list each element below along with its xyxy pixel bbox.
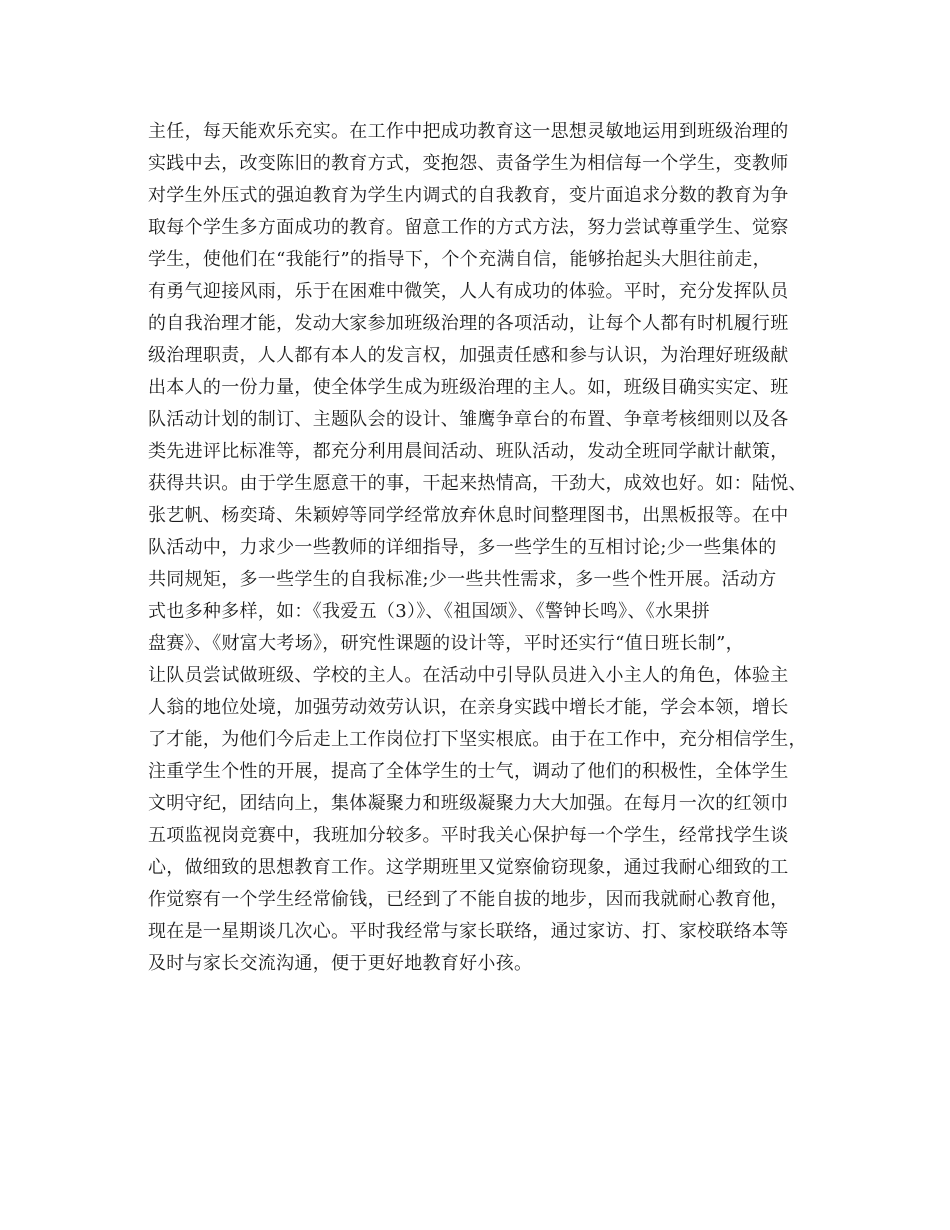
text-line: 文明守纪，团结向上，集体凝聚力和班级凝聚力大大加强。在每月一次的红领巾 [148,793,789,814]
text-line: 级治理职责，人人都有本人的发言权，加强责任感和参与认识，为治理好班级献 [148,345,789,366]
text-line: 学生，使他们在“我能行”的指导下，个个充满自信，能够抬起头大胆往前走， [148,249,771,270]
text-line: 主任，每天能欢乐充实。在工作中把成功教育这一思想灵敏地运用到班级治理的 [148,121,789,142]
text-line: 五项监视岗竞赛中，我班加分较多。平时我关心保护每一个学生，经常找学生谈 [148,825,789,846]
text-line: 的自我治理才能，发动大家参加班级治理的各项活动，让每个人都有时机履行班 [148,313,789,334]
text-line: 注重学生个性的开展，提高了全体学生的士气，调动了他们的积极性，全体学生 [148,761,789,782]
text-line: 张艺帆、杨奕琦、朱颖婷等同学经常放弃休息时间整理图书，出黑板报等。在中 [148,505,789,526]
body-text [148,116,828,980]
text-line: 队活动计划的制订、主题队会的设计、雏鹰争章台的布置、争章考核细则以及各 [148,409,789,430]
text-line: 及时与家长交流沟通，便于更好地教育好小孩。 [148,953,533,974]
text-line: 式也多种多样，如：《我爱五（3）》、《祖国颂》、《警钟长鸣》、《水果拼 [148,601,710,622]
text-line: 获得共识。由于学生愿意干的事，干起来热情高，干劲大，成效也好。如：陆悦、 [148,473,807,494]
text-line: 心，做细致的思想教育工作。这学期班里又觉察偷窃现象，通过我耐心细致的工 [148,857,789,878]
text-line: 作觉察有一个学生经常偷钱，已经到了不能自拔的地步，因而我就耐心教育他， [148,889,789,910]
text-line: 盘赛》、《财富大考场》，研究性课题的设计等，平时还实行“值日班长制”， [148,633,744,654]
text-line: 了才能，为他们今后走上工作岗位打下坚实根底。由于在工作中，充分相信学生， [148,729,807,750]
text-line: 现在是一星期谈几次心。平时我经常与家长联络，通过家访、打、家校联络本等 [148,921,789,942]
text-line: 人翁的地位处境，加强劳动效劳认识，在亲身实践中增长才能，学会本领，增长 [148,697,789,718]
text-line: 让队员尝试做班级、学校的主人。在活动中引导队员进入小主人的角色，体验主 [148,665,789,686]
text-line: 队活动中，力求少一些教师的详细指导，多一些学生的互相讨论;少一些集体的 [148,537,777,558]
text-line: 有勇气迎接风雨，乐于在困难中微笑，人人有成功的体验。平时，充分发挥队员 [148,281,789,302]
text-line: 出本人的一份力量，使全体学生成为班级治理的主人。如，班级目确实实定、班 [148,377,789,398]
text-line: 类先进评比标准等，都充分利用晨间活动、班队活动，发动全班同学献计献策， [148,441,789,462]
text-line: 实践中去，改变陈旧的教育方式，变抱怨、责备学生为相信每一个学生，变教师 [148,153,789,174]
text-line: 取每个学生多方面成功的教育。留意工作的方式方法，努力尝试尊重学生、觉察 [148,217,789,238]
text-line: 对学生外压式的强迫教育为学生内调式的自我教育，变片面追求分数的教育为争 [148,185,789,206]
text-line: 共同规矩，多一些学生的自我标准;少一些共性需求，多一些个性开展。活动方 [148,569,777,590]
